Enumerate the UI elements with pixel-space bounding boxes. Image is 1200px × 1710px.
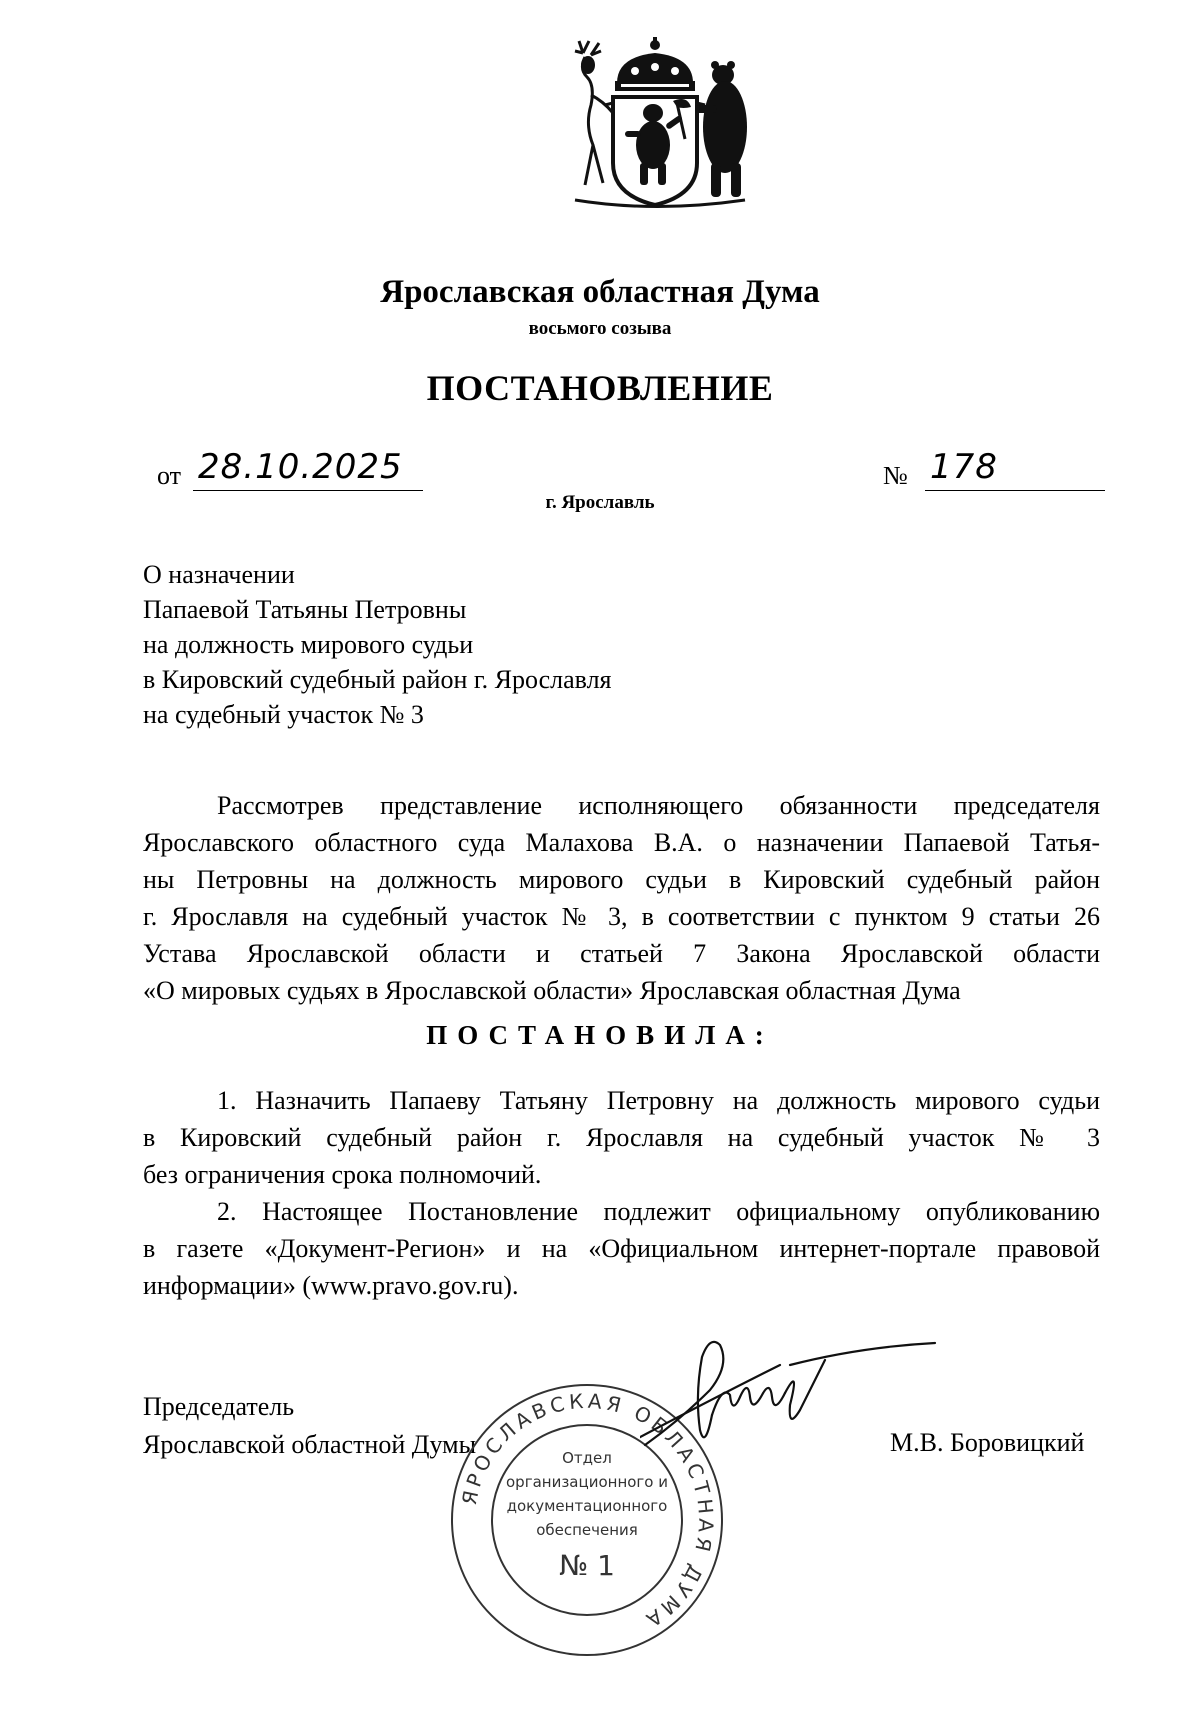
preamble-line: Рассмотрев представление исполняющего обязанности председателя <box>217 791 1100 820</box>
stamp-line: организационного и <box>506 1473 668 1491</box>
subject-line: Папаевой Татьяны Петровны <box>143 595 467 624</box>
stamp-line: документационного <box>506 1497 668 1515</box>
number-prefix: № <box>883 461 908 490</box>
subject-line: на судебный участок № 3 <box>143 700 424 729</box>
preamble-line: Ярославского областного суда Малахова В.А. о назначении Папаевой Татья- <box>143 828 1100 857</box>
item-line: 1. Назначить Папаеву Татьяну Петровну на должность мирового судьи <box>217 1086 1100 1115</box>
item-line: без ограничения срока полномочий. <box>143 1160 542 1189</box>
preamble-line: ны Петровны на должность мирового судьи в Кировский судебный район <box>143 865 1100 894</box>
signatory-title-line: Председатель <box>143 1392 295 1421</box>
document-city: г. Ярославль <box>545 492 655 513</box>
preamble-line: «О мировых судьях в Ярославской области» Ярославская областная Дума <box>143 976 961 1005</box>
preamble-line: г. Ярославля на судебный участок № 3, в соответствии с пунктом 9 статьи 26 <box>143 902 1100 931</box>
organization-title: Ярославская областная Дума <box>380 274 820 310</box>
item-line: в Кировский судебный район г. Ярославля на судебный участок № 3 <box>143 1123 1100 1152</box>
item-line: информации» (www.pravo.gov.ru). <box>143 1271 519 1300</box>
handwritten-signature <box>640 1335 940 1455</box>
coat-of-arms-icon <box>555 35 755 217</box>
convocation-subtitle: восьмого созыва <box>528 318 672 339</box>
document-number: 178 <box>930 447 998 487</box>
item-line: в газете «Документ-Регион» и на «Официальном интернет-портале правовой <box>143 1234 1100 1263</box>
stamp-line: Отдел <box>562 1449 612 1467</box>
signatory-title-line: Ярославской областной Думы <box>143 1430 477 1459</box>
signatory-name: М.В. Боровицкий <box>890 1428 1085 1457</box>
date-prefix: от <box>157 461 182 490</box>
item-line: 2. Настоящее Постановление подлежит официальному опубликованию <box>217 1197 1100 1226</box>
subject-line: в Кировский судебный район г. Ярославля <box>143 665 612 694</box>
preamble-paragraph <box>143 787 1100 1009</box>
signatory-title <box>143 1388 476 1464</box>
stamp-number: № 1 <box>559 1549 615 1582</box>
subject-line: О назначении <box>143 560 295 589</box>
resolution-items <box>143 1082 1100 1304</box>
document-subject <box>143 557 612 732</box>
subject-line: на должность мирового судьи <box>143 630 474 659</box>
preamble-line: Устава Ярославской области и статьей 7 Закона Ярославской области <box>143 939 1100 968</box>
document-type-heading: ПОСТАНОВЛЕНИЕ <box>426 368 774 408</box>
stamp-ring-text: ЯРОСЛАВСКАЯ ОБЛАСТНАЯ ДУМА <box>456 1388 719 1635</box>
stamp-line: обеспечения <box>536 1521 638 1539</box>
resolved-heading: ПОСТАНОВИЛА: <box>426 1020 774 1050</box>
document-date: 28.10.2025 <box>198 447 403 487</box>
